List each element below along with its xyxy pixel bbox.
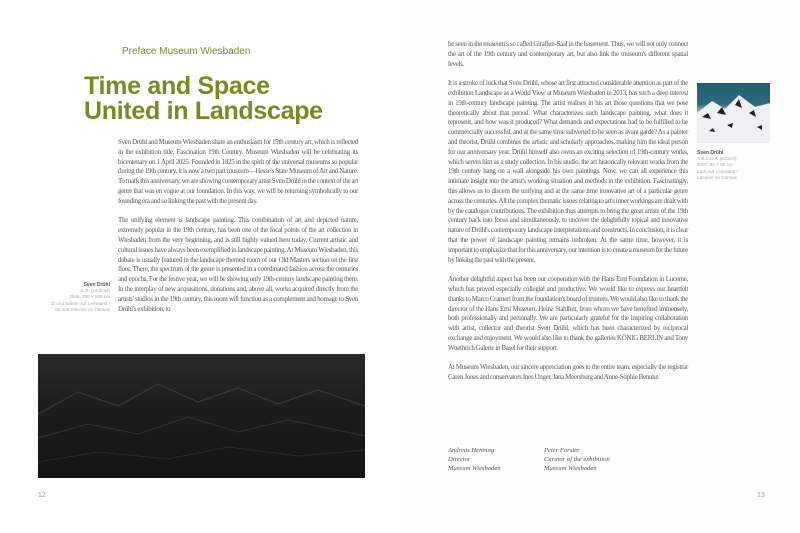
signature-role: Director (448, 456, 471, 463)
page-number: 13 (757, 492, 765, 499)
caption-line: 2008, 260 × 560 cm (69, 294, 110, 300)
paragraph: be seen in the museum's so called Giraffen-Saal in the basement. Thus, we will not only connect the art of the 19th century and contemporary art, but also link the museum's different spatial levels. (448, 40, 688, 68)
paragraph: Another delightful aspect has been our cooperation with the Hans Erni Foundation in Lucerne, which has proved especially collegial and productive. We would like to express our heartfelt thanks to Marco Crameri from the foundation's board of trustees. We would also like to thank the director of the Hans Erni Museum, Heinz Stahlhut, from whom we have benefited immensely, both professionally and personally. We are particularly grateful for the inspiring collaboration with artist, collector and theorist Sven Drühl, which has been characterized by reciprocal exchange and enjoyment. We would also like to thank the galleries KÖNIG BERLIN and Tony Wuethrich Galerie in Basel for their support. (448, 275, 688, 352)
right-text-column (448, 40, 688, 383)
signature-name: Andreas Henning (448, 447, 495, 454)
page-title: Time and Space United in Landscape (84, 72, 323, 125)
section-kicker: Preface Museum Wiesbaden (122, 46, 251, 57)
artwork-dark-mountains-image (38, 354, 365, 478)
signature-name: Peter Forster (544, 447, 580, 454)
signature-role: Curator of the exhibition (544, 456, 610, 463)
paragraph: The unifying element is landscape painting. This combination of art and depicted nature, extremely popular in the 19th century, has been one of the focal points of the art collection in Wiesbaden from the very beginning, and is still highly valued here today. Current artistic and cultural issues have always been exemplified in landscape painting. At Museum Wiesbaden, this debate is usually featured in the landscape themed room of our Old Masters section on the first floor. There, the spectrum of the genre is presented in a coordinated fashion across the centuries and epochs. For the festive year, we will be showing only 19th-century landscape painting there. In the interplay of new acquisitions, donations and, above all, works acquired directly from the artists' studios in the 19th century, this room will function as a complement and homage to Sven Drühl's exhibition, to (118, 216, 358, 313)
caption-artist: Sven Drühl (697, 150, 724, 156)
artwork-snowy-mountain-image (697, 83, 770, 143)
caption-line: 2007, 80 × 60 cm (697, 162, 733, 168)
caption-line: S.R. (Umbriel) (80, 288, 110, 294)
paragraph: At Museum Wiesbaden, our sincere appreciation goes to the entire team, especially the registrar Caren Jones and conservators Ines Unger, Jana Meersburg and Anne-Sophie Bennke. (448, 363, 688, 382)
caption-line: Lacquer on Canvas (697, 174, 737, 180)
image-caption-left (30, 282, 110, 313)
signature-org: Museum Wiesbaden (544, 465, 597, 472)
left-text-column (118, 138, 358, 314)
caption-line: Lack auf Leinwand / (697, 168, 738, 174)
caption-artist: Sven Drühl (83, 282, 110, 288)
signature-org: Museum Wiesbaden (448, 465, 501, 472)
paragraph: It is a stroke of luck that Sven Drühl, whose art first attracted considerable attention as part of the exhibition Landscape as a World View at Museum Wiesbaden in 2013, has such a deep interest in 19th-century landscape painting. The artist realises in his art those questions that we pose theoretically about that period. What characterizes such landscape painting, what does it represent, and how was it produced? What demands and expectations had to be fulfilled to be commercially successful, and at the same time subverted to be seen as avant garde? As a painter and theorist, Drühl combines the artistic and scholarly approaches, making him the ideal person for our anniversary year. Drühl himself also owns an exciting selection of 19th-century works, which serves him as a study collection. In his studio, the art historically relevant works from the 19th century hang on a wall alongside his own paintings. Now, we can all experience this intimate insight into the artist's working situation and methods in the exhibition. Fascinatingly, this allows us to discern the unifying and at the same time innovative art of a particular genre across the centuries. All the complex thematic issues relating to art's inner workings are dealt with by the catalogue contributions. The exhibition thus attempts to bring the great artists of the 19th century back into focus and simultaneously, to uncover the delightfully topical and innovative nature of Drühl's contemporary landscape interpretations and constructs. In conclusion, it is clear that the power of landscape painting remains unbroken. At the same time, however, it is important to emphasize that for this anniversary, our intention is to create a museum for the future by linking the past with the present. (448, 79, 688, 264)
caption-line: Öl und Silikon auf Leinwand / (50, 300, 110, 306)
signature-director (448, 446, 501, 473)
signature-curator (544, 446, 610, 473)
image-caption-right (697, 150, 777, 181)
caption-line: Oil and Silicone on Canvas (54, 306, 110, 312)
page-number: 12 (38, 492, 46, 499)
paragraph: Sven Drühl and Museum Wiesbaden share an enthusiasm for 19th century art, which is reflected in the exhibition title, Fascination 19th Century. Museum Wiesbaden will be celebrating its bicentenary on 1 April 2025. Founded in 1825 in the spirit of the universal museums so popular during the 19th century, it is now a two part museum—Hesse's State Museum of Art and Nature. To mark this anniversary, we are showing contemporary artist Sven Drühl in the context of the art genre that was en vogue at our foundation. In this way, we will be returning symbolically to our founding era and so linking the past with the present day. (118, 138, 358, 205)
caption-line: S.B.C.D.F. (Mönch) (697, 156, 737, 162)
